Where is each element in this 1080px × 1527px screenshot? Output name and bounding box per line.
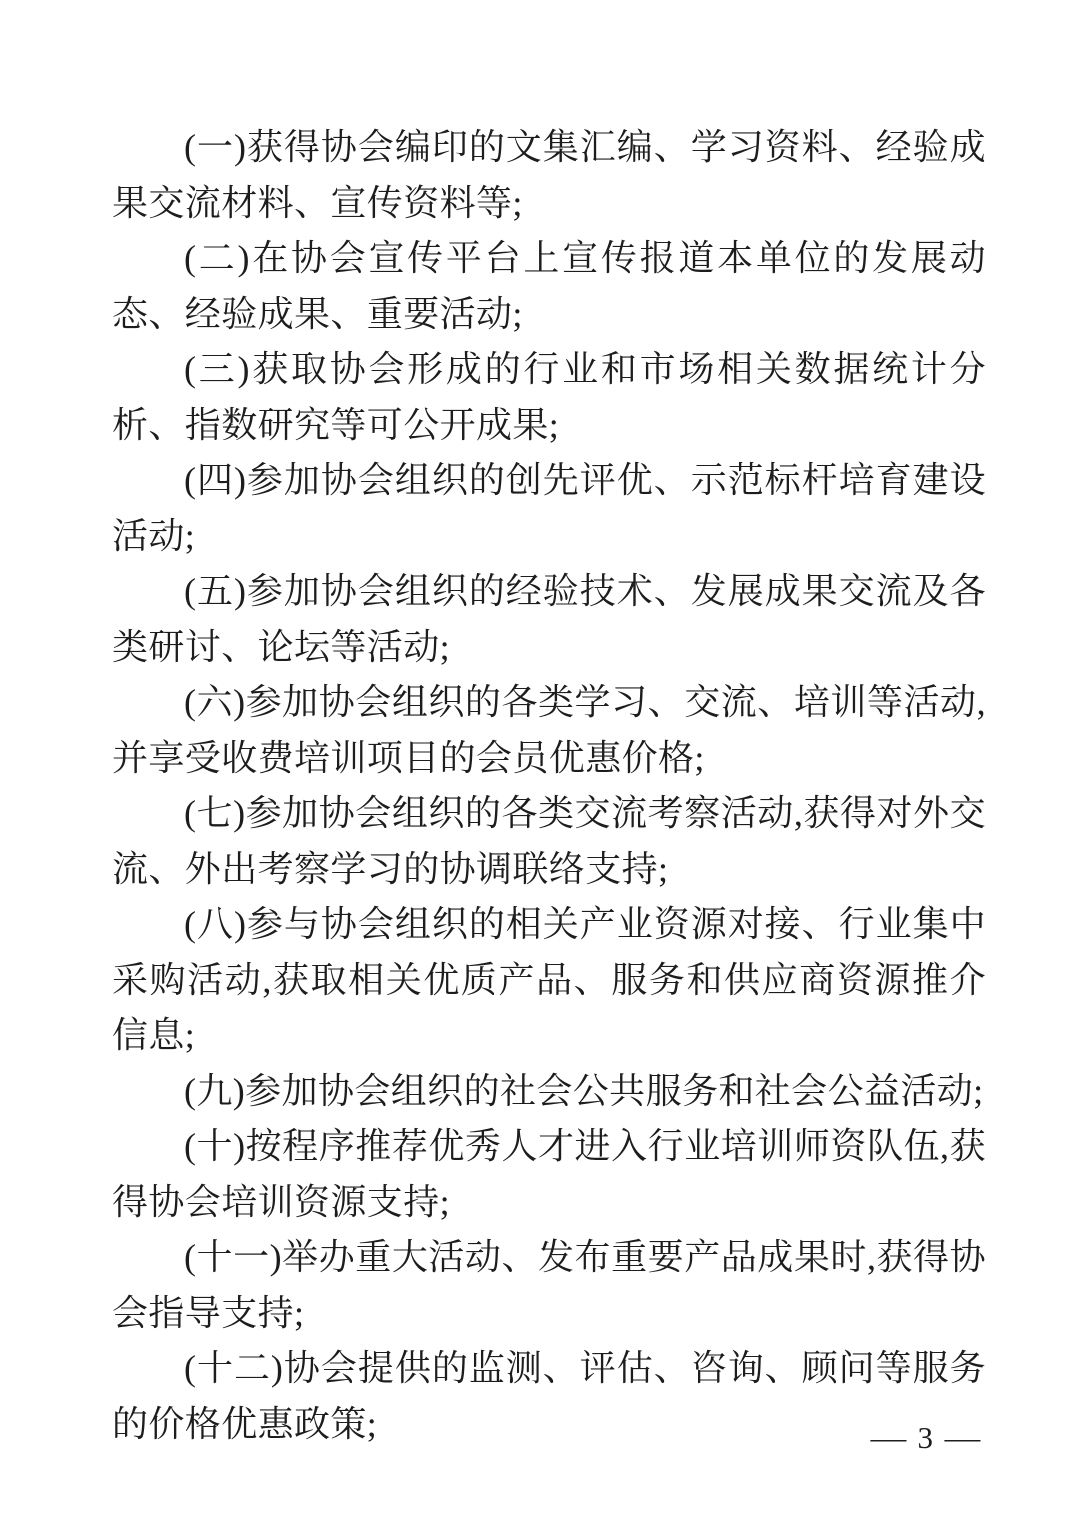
clause-paragraph-3: (三)获取协会形成的行业和市场相关数据统计分析、指数研究等可公开成果; bbox=[112, 349, 986, 445]
clause-paragraph-8: (八)参与协会组织的相关产业资源对接、行业集中采购活动,获取相关优质产品、服务和供应商资源推介信息; bbox=[112, 904, 986, 1055]
clause-paragraph-2: (二)在协会宣传平台上宣传报道本单位的发展动态、经验成果、重要活动; bbox=[112, 238, 986, 334]
footer-dash-right: — bbox=[944, 1420, 981, 1455]
clause-paragraph-10: (十)按程序推荐优秀人才进入行业培训师资队伍,获得协会培训资源支持; bbox=[112, 1126, 986, 1222]
clause-paragraph-12: (十二)协会提供的监测、评估、咨询、顾问等服务的价格优惠政策; bbox=[112, 1348, 986, 1444]
footer-dash-left: — bbox=[870, 1420, 906, 1455]
clause-paragraph-1: (一)获得协会编印的文集汇编、学习资料、经验成果交流材料、宣传资料等; bbox=[112, 127, 986, 223]
clause-paragraph-6: (六)参加协会组织的各类学习、交流、培训等活动,并享受收费培训项目的会员优惠价格; bbox=[112, 682, 986, 778]
clause-paragraph-5: (五)参加协会组织的经验技术、发展成果交流及各类研讨、论坛等活动; bbox=[112, 571, 986, 667]
clause-paragraph-7: (七)参加协会组织的各类交流考察活动,获得对外交流、外出考察学习的协调联络支持; bbox=[112, 793, 986, 889]
clause-paragraph-11: (十一)举办重大活动、发布重要产品成果时,获得协会指导支持; bbox=[112, 1237, 986, 1333]
page-number: 3 bbox=[917, 1420, 933, 1455]
document-body bbox=[112, 120, 986, 1452]
page-footer bbox=[870, 1420, 981, 1456]
clause-paragraph-4: (四)参加协会组织的创先评优、示范标杆培育建设活动; bbox=[112, 460, 986, 556]
clause-paragraph-9: (九)参加协会组织的社会公共服务和社会公益活动; bbox=[184, 1070, 984, 1111]
